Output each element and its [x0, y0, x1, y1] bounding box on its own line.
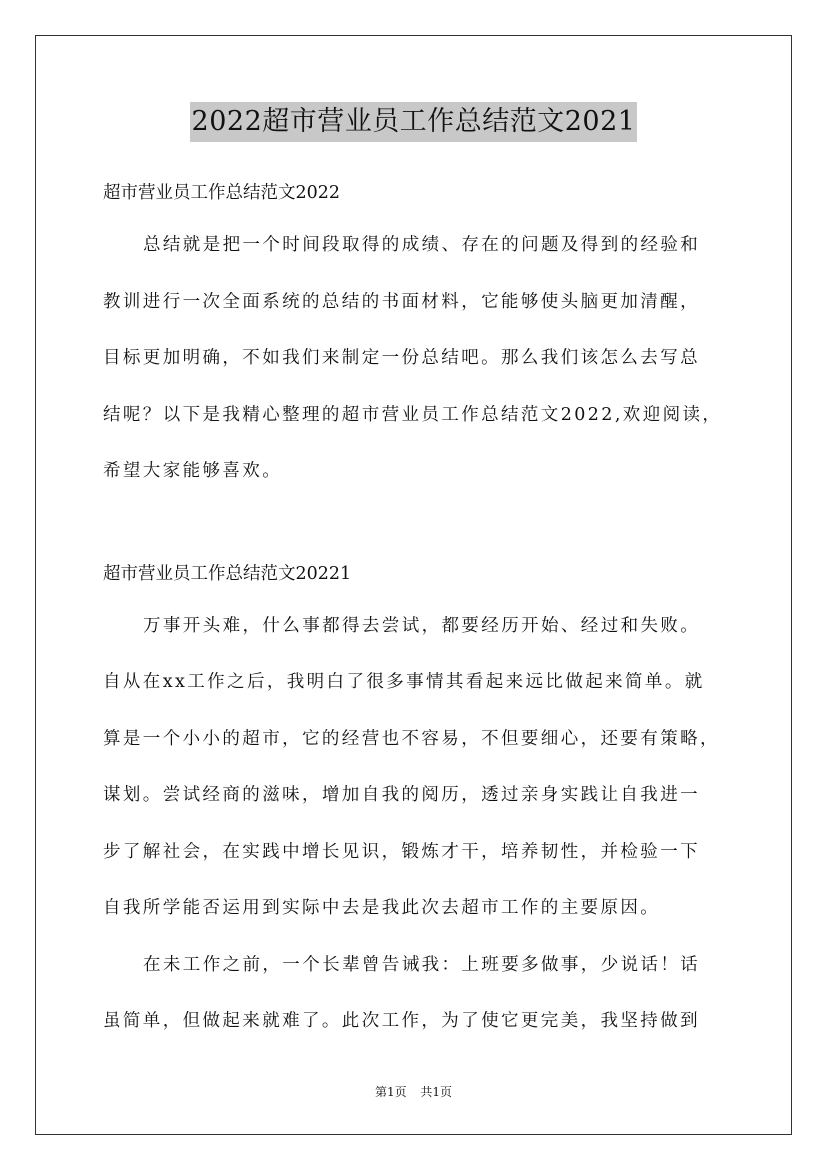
- document-body: [103, 170, 743, 1050]
- section-heading-2: 超市营业员工作总结范文20221: [103, 563, 352, 584]
- page-number-total: 共1页: [420, 1085, 453, 1099]
- paragraph-line: 算是一个小小的超市，它的经营也不容易，不但要细心，还要有策略，: [103, 728, 720, 749]
- paragraph-intro: [103, 217, 743, 500]
- paragraph-line: 总结就是把一个时间段取得的成绩、存在的问题及得到的经验和: [143, 235, 701, 255]
- paragraph-line: 自我所学能否运用到实际中去是我此次去超市工作的主要原因。: [103, 898, 661, 918]
- paragraph-line: 目标更加明确，不如我们来制定一份总结吧。那么我们该怎么去写总: [103, 348, 700, 368]
- paragraph-line: 自从在xx工作之后，我明白了很多事情其看起来远比做起来简单。就: [103, 672, 705, 692]
- paragraph-advice: [103, 937, 743, 1050]
- paragraph-line: 虽简单，但做起来就难了。此次工作，为了使它更完美，我坚持做到: [103, 1011, 700, 1031]
- paragraph-line: 步了解社会，在实践中增长见识，锻炼才干，培养韧性，并检验一下: [103, 841, 700, 862]
- title-container: [0, 102, 827, 142]
- section-spacer: [103, 500, 743, 551]
- section-heading-1: 超市营业员工作总结范文2022: [103, 183, 341, 203]
- paragraph-line: 结呢？以下是我精心整理的超市营业员工作总结范文2022,欢迎阅读，: [103, 404, 723, 425]
- paragraph-experience: [103, 598, 743, 937]
- paragraph-line: 谋划。尝试经商的滋味，增加自我的阅历，透过亲身实践让自我进一: [103, 785, 700, 805]
- paragraph-line: 在未工作之前，一个长辈曾告诫我：上班要多做事，少说话！话: [143, 954, 701, 975]
- page-number-current: 第1页: [374, 1085, 407, 1099]
- paragraph-line: 希望大家能够喜欢。: [103, 461, 283, 481]
- document-title: 2022超市营业员工作总结范文2021: [190, 102, 638, 142]
- paragraph-line: 教训进行一次全面系统的总结的书面材料，它能够使头脑更加清醒，: [103, 291, 700, 312]
- paragraph-line: 万事开头难，什么事都得去尝试，都要经历开始、经过和失败。: [143, 615, 701, 636]
- page-footer: [0, 1084, 827, 1100]
